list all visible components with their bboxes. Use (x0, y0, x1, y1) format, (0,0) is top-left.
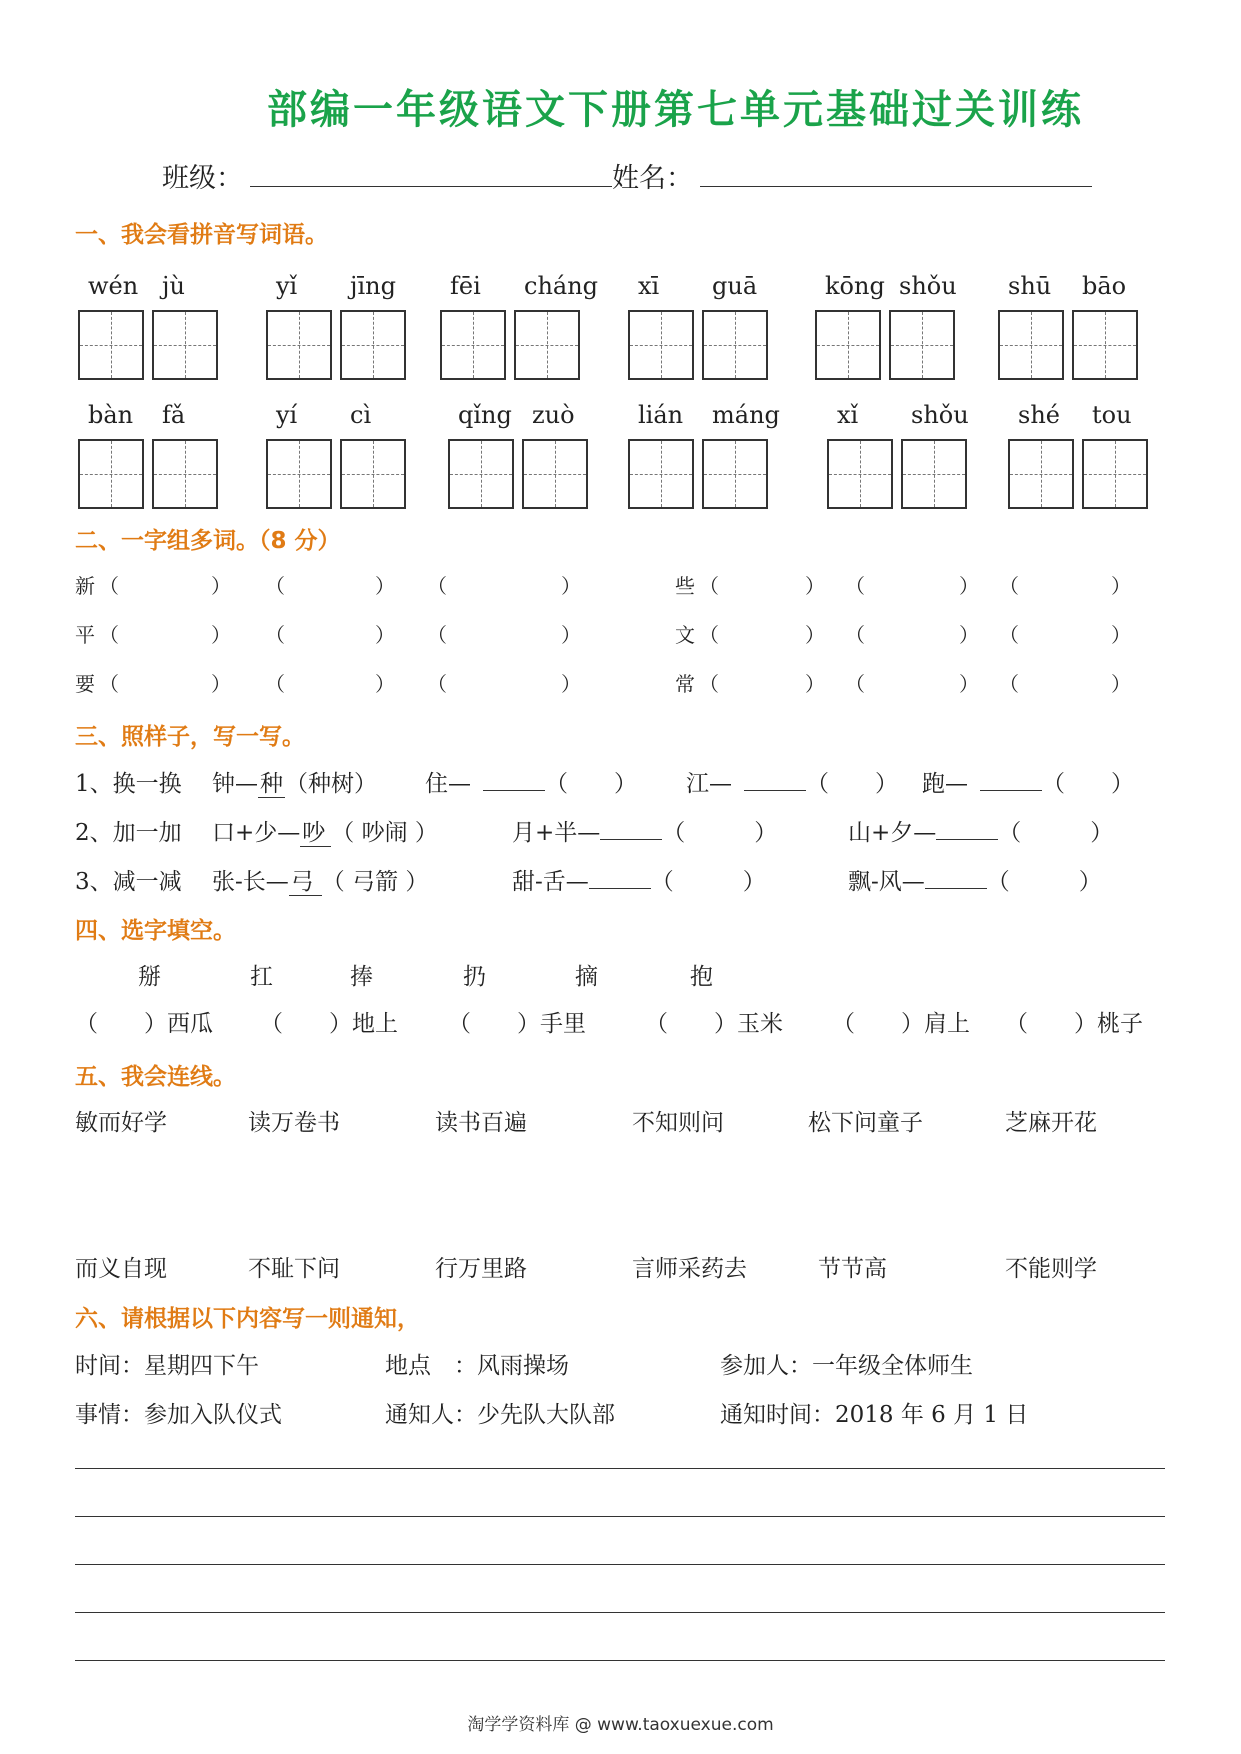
paren-open: （ (265, 574, 285, 598)
class-input-line[interactable] (250, 186, 612, 187)
pinyin-syllable: cháng (524, 272, 599, 300)
paren-close: ） (375, 574, 395, 598)
s3-line3-q2[interactable]: 飘-风— （ ） (848, 863, 1102, 896)
match-item-bottom[interactable]: 节节高 (818, 1256, 887, 1282)
fill-slot[interactable]: （ ）西瓜 (75, 1011, 213, 1037)
section-1-heading: 一、我会看拼音写词语。 (75, 222, 328, 248)
pinyin-syllable: bàn (88, 401, 134, 429)
tianzige-box[interactable] (998, 310, 1064, 380)
paren-open: （ (699, 574, 719, 598)
s3-line3-q1[interactable]: 甜-舌— （ ） (512, 863, 766, 896)
word-answer-slot[interactable] (721, 619, 805, 645)
paren-close: ） (211, 574, 231, 598)
s3-line3-ex-word: （ 弓箭 ） (321, 869, 429, 895)
tianzige-box[interactable] (1072, 310, 1138, 380)
paren-close: ） (959, 672, 979, 696)
s3-line2-head: 2、加一加 (75, 820, 182, 846)
paren-close: ） (375, 623, 395, 647)
tianzige-box[interactable] (78, 310, 144, 380)
writing-line[interactable] (75, 1660, 1165, 1661)
s3-line3-example (212, 863, 428, 896)
tianzige-box[interactable] (152, 310, 218, 380)
tianzige-box[interactable] (702, 310, 768, 380)
pinyin-syllable: máng (712, 401, 780, 429)
match-item-bottom[interactable]: 而义自现 (75, 1256, 167, 1282)
pinyin-syllable: wén (88, 272, 139, 300)
match-item-bottom[interactable]: 不耻下问 (248, 1256, 340, 1282)
name-input-line[interactable] (700, 186, 1092, 187)
base-char: 新 (75, 574, 95, 598)
paren-close: ） (211, 672, 231, 696)
base-char: 常 (675, 672, 695, 696)
tianzige-box[interactable] (440, 310, 506, 380)
writing-line[interactable] (75, 1516, 1165, 1517)
section-2-heading: 二、一字组多词。（8 分） (75, 528, 341, 554)
pinyin-syllable: bāo (1082, 272, 1127, 300)
tianzige-box[interactable] (1008, 439, 1074, 509)
paren-close: ） (805, 623, 825, 647)
paren-open: （ (699, 672, 719, 696)
match-item-top[interactable]: 松下问童子 (808, 1110, 923, 1136)
word-answer-slot[interactable] (121, 619, 211, 645)
pinyin-syllable: shǒu (911, 401, 969, 429)
s3-line2-q2[interactable]: 山+夕— （ ） (848, 814, 1113, 847)
paren-open: （ (845, 672, 865, 696)
s3-line1-q2[interactable]: 江— （ ） (686, 765, 898, 798)
paren-open: （ (265, 623, 285, 647)
match-item-bottom[interactable]: 行万里路 (435, 1256, 527, 1282)
word-answer-slot[interactable] (867, 570, 959, 596)
paren-close: ） (959, 623, 979, 647)
choice-char: 扛 (250, 964, 273, 990)
paren-close: ） (1111, 574, 1131, 598)
base-char: 文 (675, 623, 695, 647)
pinyin-syllable: qǐng (458, 401, 512, 429)
fill-slot[interactable]: （ ）地上 (260, 1011, 398, 1037)
s3-line1-ex-answer: 种 (260, 771, 283, 797)
word-answer-slot[interactable] (449, 668, 561, 694)
page-title: 部编一年级语文下册第七单元基础过关训练 (267, 87, 1084, 133)
tianzige-box[interactable] (340, 310, 406, 380)
pinyin-syllable: guā (712, 272, 758, 300)
word-answer-slot[interactable] (1021, 619, 1111, 645)
pinyin-syllable: jù (162, 272, 185, 300)
s3-line1-head: 1、换一换 (75, 771, 182, 797)
match-item-top[interactable]: 敏而好学 (75, 1110, 167, 1136)
choice-char: 捧 (350, 964, 373, 990)
word-answer-slot[interactable] (1021, 668, 1111, 694)
tianzige-box[interactable] (152, 439, 218, 509)
s3-line2-ex-text: 口+少— (212, 820, 301, 846)
pinyin-syllable: jīng (350, 272, 396, 300)
s3-line1-q3[interactable]: 跑— （ ） (922, 765, 1134, 798)
paren-close: ） (805, 672, 825, 696)
base-char: 要 (75, 672, 95, 696)
match-item-top[interactable]: 不知则问 (632, 1110, 724, 1136)
paren-open: （ (99, 672, 119, 696)
s3-line2-ex-word: （ 吵闹 ） (331, 820, 438, 846)
notice-time: 时间：星期四下午 (75, 1353, 259, 1379)
writing-line[interactable] (75, 1468, 1165, 1469)
fill-slot[interactable]: （ ）手里 (448, 1011, 586, 1037)
paren-open: （ (699, 623, 719, 647)
pinyin-syllable: shū (1008, 272, 1052, 300)
notice-place: 地点 ：风雨操场 (385, 1353, 569, 1379)
pinyin-syllable: tou (1092, 401, 1132, 429)
match-item-top[interactable]: 读书百遍 (435, 1110, 527, 1136)
paren-close: ） (1111, 672, 1131, 696)
s3-line2-ex-answer: 吵 (300, 820, 331, 847)
fill-slot[interactable]: （ ）玉米 (645, 1011, 783, 1037)
tianzige-box[interactable] (522, 439, 588, 509)
paren-open: （ (265, 672, 285, 696)
tianzige-box[interactable] (889, 310, 955, 380)
class-label: 班级： (162, 163, 243, 194)
word-answer-slot[interactable] (449, 619, 561, 645)
s3-line1-ex-word: （种树） (285, 771, 377, 797)
choice-char: 扔 (463, 964, 486, 990)
s3-line1-q1[interactable]: 住— （ ） (425, 765, 637, 798)
tianzige-box[interactable] (901, 439, 967, 509)
s3-line1-example (212, 765, 377, 798)
s3-line2-q1[interactable]: 月+半— （ ） (512, 814, 777, 847)
tianzige-box[interactable] (78, 439, 144, 509)
word-answer-slot[interactable] (721, 570, 805, 596)
tianzige-box[interactable] (702, 439, 768, 509)
paren-close: ） (561, 623, 581, 647)
writing-line[interactable] (75, 1612, 1165, 1613)
tianzige-box[interactable] (1082, 439, 1148, 509)
choice-char: 抱 (690, 964, 713, 990)
notice-participants: 参加人：一年级全体师生 (720, 1353, 973, 1379)
word-answer-slot[interactable] (1021, 570, 1111, 596)
tianzige-box[interactable] (266, 439, 332, 509)
tianzige-box[interactable] (266, 310, 332, 380)
word-answer-slot[interactable] (721, 668, 805, 694)
word-answer-slot[interactable] (287, 668, 375, 694)
word-answer-slot[interactable] (449, 570, 561, 596)
s3-line2-example (212, 814, 438, 847)
pinyin-syllable: zuò (532, 401, 575, 429)
section-6-heading: 六、请根据以下内容写一则通知， (75, 1306, 420, 1332)
pinyin-syllable: yí (276, 401, 298, 429)
pinyin-syllable: shǒu (899, 272, 957, 300)
choice-char: 摘 (575, 964, 598, 990)
paren-close: ） (375, 672, 395, 696)
match-item-bottom[interactable]: 不能则学 (1005, 1256, 1097, 1282)
s3-line1-ex-text: 钟— (212, 771, 258, 797)
match-item-top[interactable]: 芝麻开花 (1005, 1110, 1097, 1136)
tianzige-box[interactable] (815, 310, 881, 380)
paren-open: （ (845, 574, 865, 598)
word-answer-slot[interactable] (121, 668, 211, 694)
s3-line3-ex-answer: 弓 (289, 869, 322, 896)
section-5-heading: 五、我会连线。 (75, 1064, 236, 1090)
word-answer-slot[interactable] (867, 619, 959, 645)
paren-open: （ (999, 623, 1019, 647)
name-label: 姓名： (612, 163, 693, 194)
fill-slot[interactable]: （ ）肩上 (832, 1011, 970, 1037)
base-char: 些 (675, 574, 695, 598)
tianzige-box[interactable] (514, 310, 580, 380)
notice-notifier: 通知人：少先队大队部 (385, 1402, 615, 1428)
notice-date: 通知时间：2018 年 6 月 1 日 (720, 1402, 1029, 1428)
paren-open: （ (99, 574, 119, 598)
section-3-heading: 三、照样子，写一写。 (75, 724, 305, 750)
paren-close: ） (561, 574, 581, 598)
pinyin-syllable: fēi (450, 272, 481, 300)
match-item-bottom[interactable]: 言师采药去 (632, 1256, 747, 1282)
word-answer-slot[interactable] (121, 570, 211, 596)
pinyin-syllable: cì (350, 401, 372, 429)
paren-close: ） (1111, 623, 1131, 647)
pinyin-syllable: fǎ (162, 401, 186, 429)
match-item-top[interactable]: 读万卷书 (248, 1110, 340, 1136)
s3-line3-ex-text: 张-长— (212, 869, 289, 895)
paren-open: （ (427, 672, 447, 696)
base-char: 平 (75, 623, 95, 647)
paren-open: （ (845, 623, 865, 647)
section-4-heading: 四、选字填空。 (75, 918, 236, 944)
paren-open: （ (99, 623, 119, 647)
tianzige-box[interactable] (340, 439, 406, 509)
word-answer-slot[interactable] (867, 668, 959, 694)
tianzige-box[interactable] (628, 439, 694, 509)
word-answer-slot[interactable] (287, 619, 375, 645)
footer-watermark: 淘学学资料库 @ www.taoxuexue.com (467, 1715, 774, 1735)
paren-open: （ (999, 672, 1019, 696)
paren-close: ） (805, 574, 825, 598)
pinyin-syllable: kōng (825, 272, 885, 300)
paren-open: （ (427, 574, 447, 598)
paren-close: ） (959, 574, 979, 598)
pinyin-syllable: xǐ (837, 401, 859, 429)
pinyin-syllable: lián (638, 401, 684, 429)
pinyin-syllable: xī (638, 272, 660, 300)
paren-open: （ (427, 623, 447, 647)
paren-close: ） (561, 672, 581, 696)
tianzige-box[interactable] (448, 439, 514, 509)
tianzige-box[interactable] (827, 439, 893, 509)
notice-event: 事情：参加入队仪式 (75, 1402, 282, 1428)
pinyin-syllable: shé (1018, 401, 1060, 429)
pinyin-syllable: yǐ (276, 272, 298, 300)
s3-line3-head: 3、减一减 (75, 869, 182, 895)
fill-slot[interactable]: （ ）桃子 (1005, 1011, 1143, 1037)
word-answer-slot[interactable] (287, 570, 375, 596)
paren-open: （ (999, 574, 1019, 598)
paren-close: ） (211, 623, 231, 647)
tianzige-box[interactable] (628, 310, 694, 380)
writing-line[interactable] (75, 1564, 1165, 1565)
choice-char: 掰 (138, 964, 161, 990)
